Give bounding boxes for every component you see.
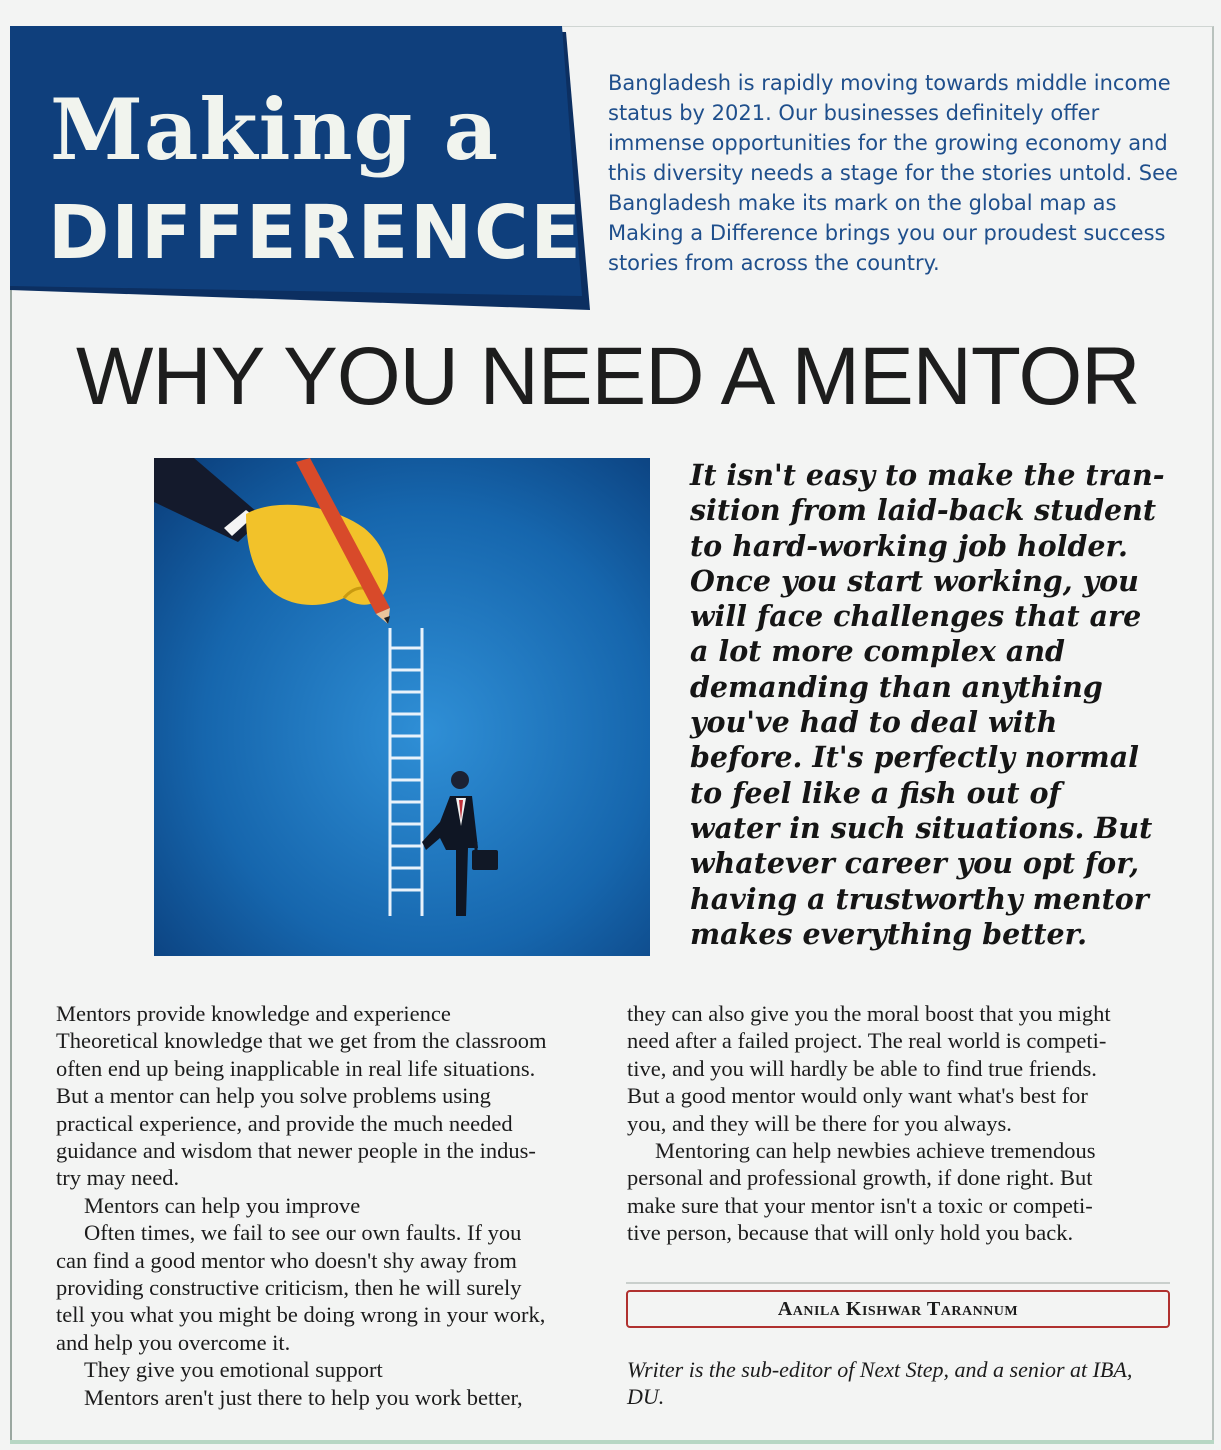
intro-line: stories from across the country. <box>608 251 940 275</box>
intro-line: Bangladesh is rapidly moving towards middle income <box>608 71 1171 95</box>
body-line: they can also give you the moral boost that you might <box>627 1001 1111 1026</box>
byline-divider <box>626 1282 1170 1284</box>
masthead-title-line1: Making a <box>50 80 499 179</box>
body-line: make sure that your mentor isn't a toxic or competi- <box>627 1192 1093 1218</box>
pull-quote-line: water in such situations. But <box>690 810 1153 845</box>
pull-quote-line: It isn't easy to make the tran- <box>690 458 1165 492</box>
body-line: you, and they will be there for you always. <box>627 1110 1012 1136</box>
intro-line: Making a Difference brings you our proudest success <box>608 221 1166 245</box>
mentor-illustration <box>154 458 650 956</box>
body-line: tive, and you will hardly be able to find true friends. <box>627 1055 1097 1081</box>
writer-note-line: Writer is the sub-editor of Next Step, and a senior at IBA, <box>627 1357 1133 1382</box>
intro-line: Bangladesh make its mark on the global map as <box>608 191 1117 215</box>
author-byline: Aanila Kishwar Tarannum <box>626 1290 1170 1328</box>
subheading: Mentors provide knowledge and experience <box>56 1001 451 1026</box>
pull-quote-line: makes everything better. <box>690 916 1087 951</box>
intro-line: status by 2021. Our businesses definitely offer <box>608 101 1100 125</box>
pull-quote-line: before. It's perfectly normal <box>690 740 1140 775</box>
body-line: But a good mentor would only want what's best for <box>627 1083 1088 1109</box>
pull-quote-line: a lot more complex and <box>690 634 1065 669</box>
pull-quote-line: having a trustworthy mentor <box>690 881 1149 916</box>
body-line: practical experience, and provide the much needed <box>56 1110 513 1136</box>
body-line: can find a good mentor who doesn't shy away from <box>56 1247 517 1273</box>
intro-paragraph <box>608 68 1186 278</box>
pull-quote-line: Once you start working, you <box>690 563 1139 598</box>
pull-quote-line: will face challenges that are <box>690 599 1142 634</box>
pull-quote-line: to feel like a fish out of <box>690 775 1061 810</box>
body-line: need after a failed project. The real world is competi- <box>627 1028 1107 1054</box>
pull-quote-line: whatever career you opt for, <box>690 846 1140 881</box>
body-line: providing constructive criticism, then he will surely <box>56 1275 522 1301</box>
pull-quote-line: demanding than anything <box>690 669 1103 704</box>
subheading: They give you emotional support <box>84 1357 383 1383</box>
body-line: Mentoring can help newbies achieve tremendous <box>655 1138 1096 1164</box>
pull-quote-line: you've had to deal with <box>690 705 1058 740</box>
pull-quote-line: sition from laid-back student <box>690 493 1157 528</box>
writer-note <box>627 1356 1177 1410</box>
bottom-rule <box>10 1440 1214 1444</box>
pull-quote <box>690 458 1165 952</box>
body-line: often end up being inapplicable in real life situations. <box>56 1055 536 1081</box>
article-headline: WHY YOU NEED A MENTOR <box>76 331 1140 422</box>
body-line: guidance and wisdom that newer people in the indus- <box>56 1138 536 1164</box>
intro-line: immense opportunities for the growing economy and <box>608 131 1168 155</box>
body-column-left <box>56 1000 606 1411</box>
writer-note-line: DU. <box>627 1384 665 1409</box>
body-line: Mentors aren't just there to help you work better, <box>84 1384 523 1410</box>
masthead-banner <box>10 26 590 310</box>
body-line: try may need. <box>56 1165 180 1191</box>
masthead-title-line2: DIFFERENCE <box>48 190 583 276</box>
body-line: personal and professional growth, if done right. But <box>627 1165 1093 1191</box>
body-line: But a mentor can help you solve problems using <box>56 1083 491 1109</box>
pull-quote-line: to hard-working job holder. <box>690 528 1128 563</box>
intro-line: this diversity needs a stage for the stories untold. See <box>608 161 1178 185</box>
body-line: Theoretical knowledge that we get from the classroom <box>56 1028 547 1054</box>
body-line: tell you what you might be doing wrong in your work, <box>56 1302 546 1328</box>
body-column-right <box>627 1000 1177 1247</box>
body-line: Often times, we fail to see our own faults. If you <box>84 1220 522 1246</box>
body-line: tive person, because that will only hold you back. <box>627 1220 1074 1246</box>
body-line: and help you overcome it. <box>56 1329 291 1355</box>
subheading: Mentors can help you improve <box>84 1192 361 1218</box>
